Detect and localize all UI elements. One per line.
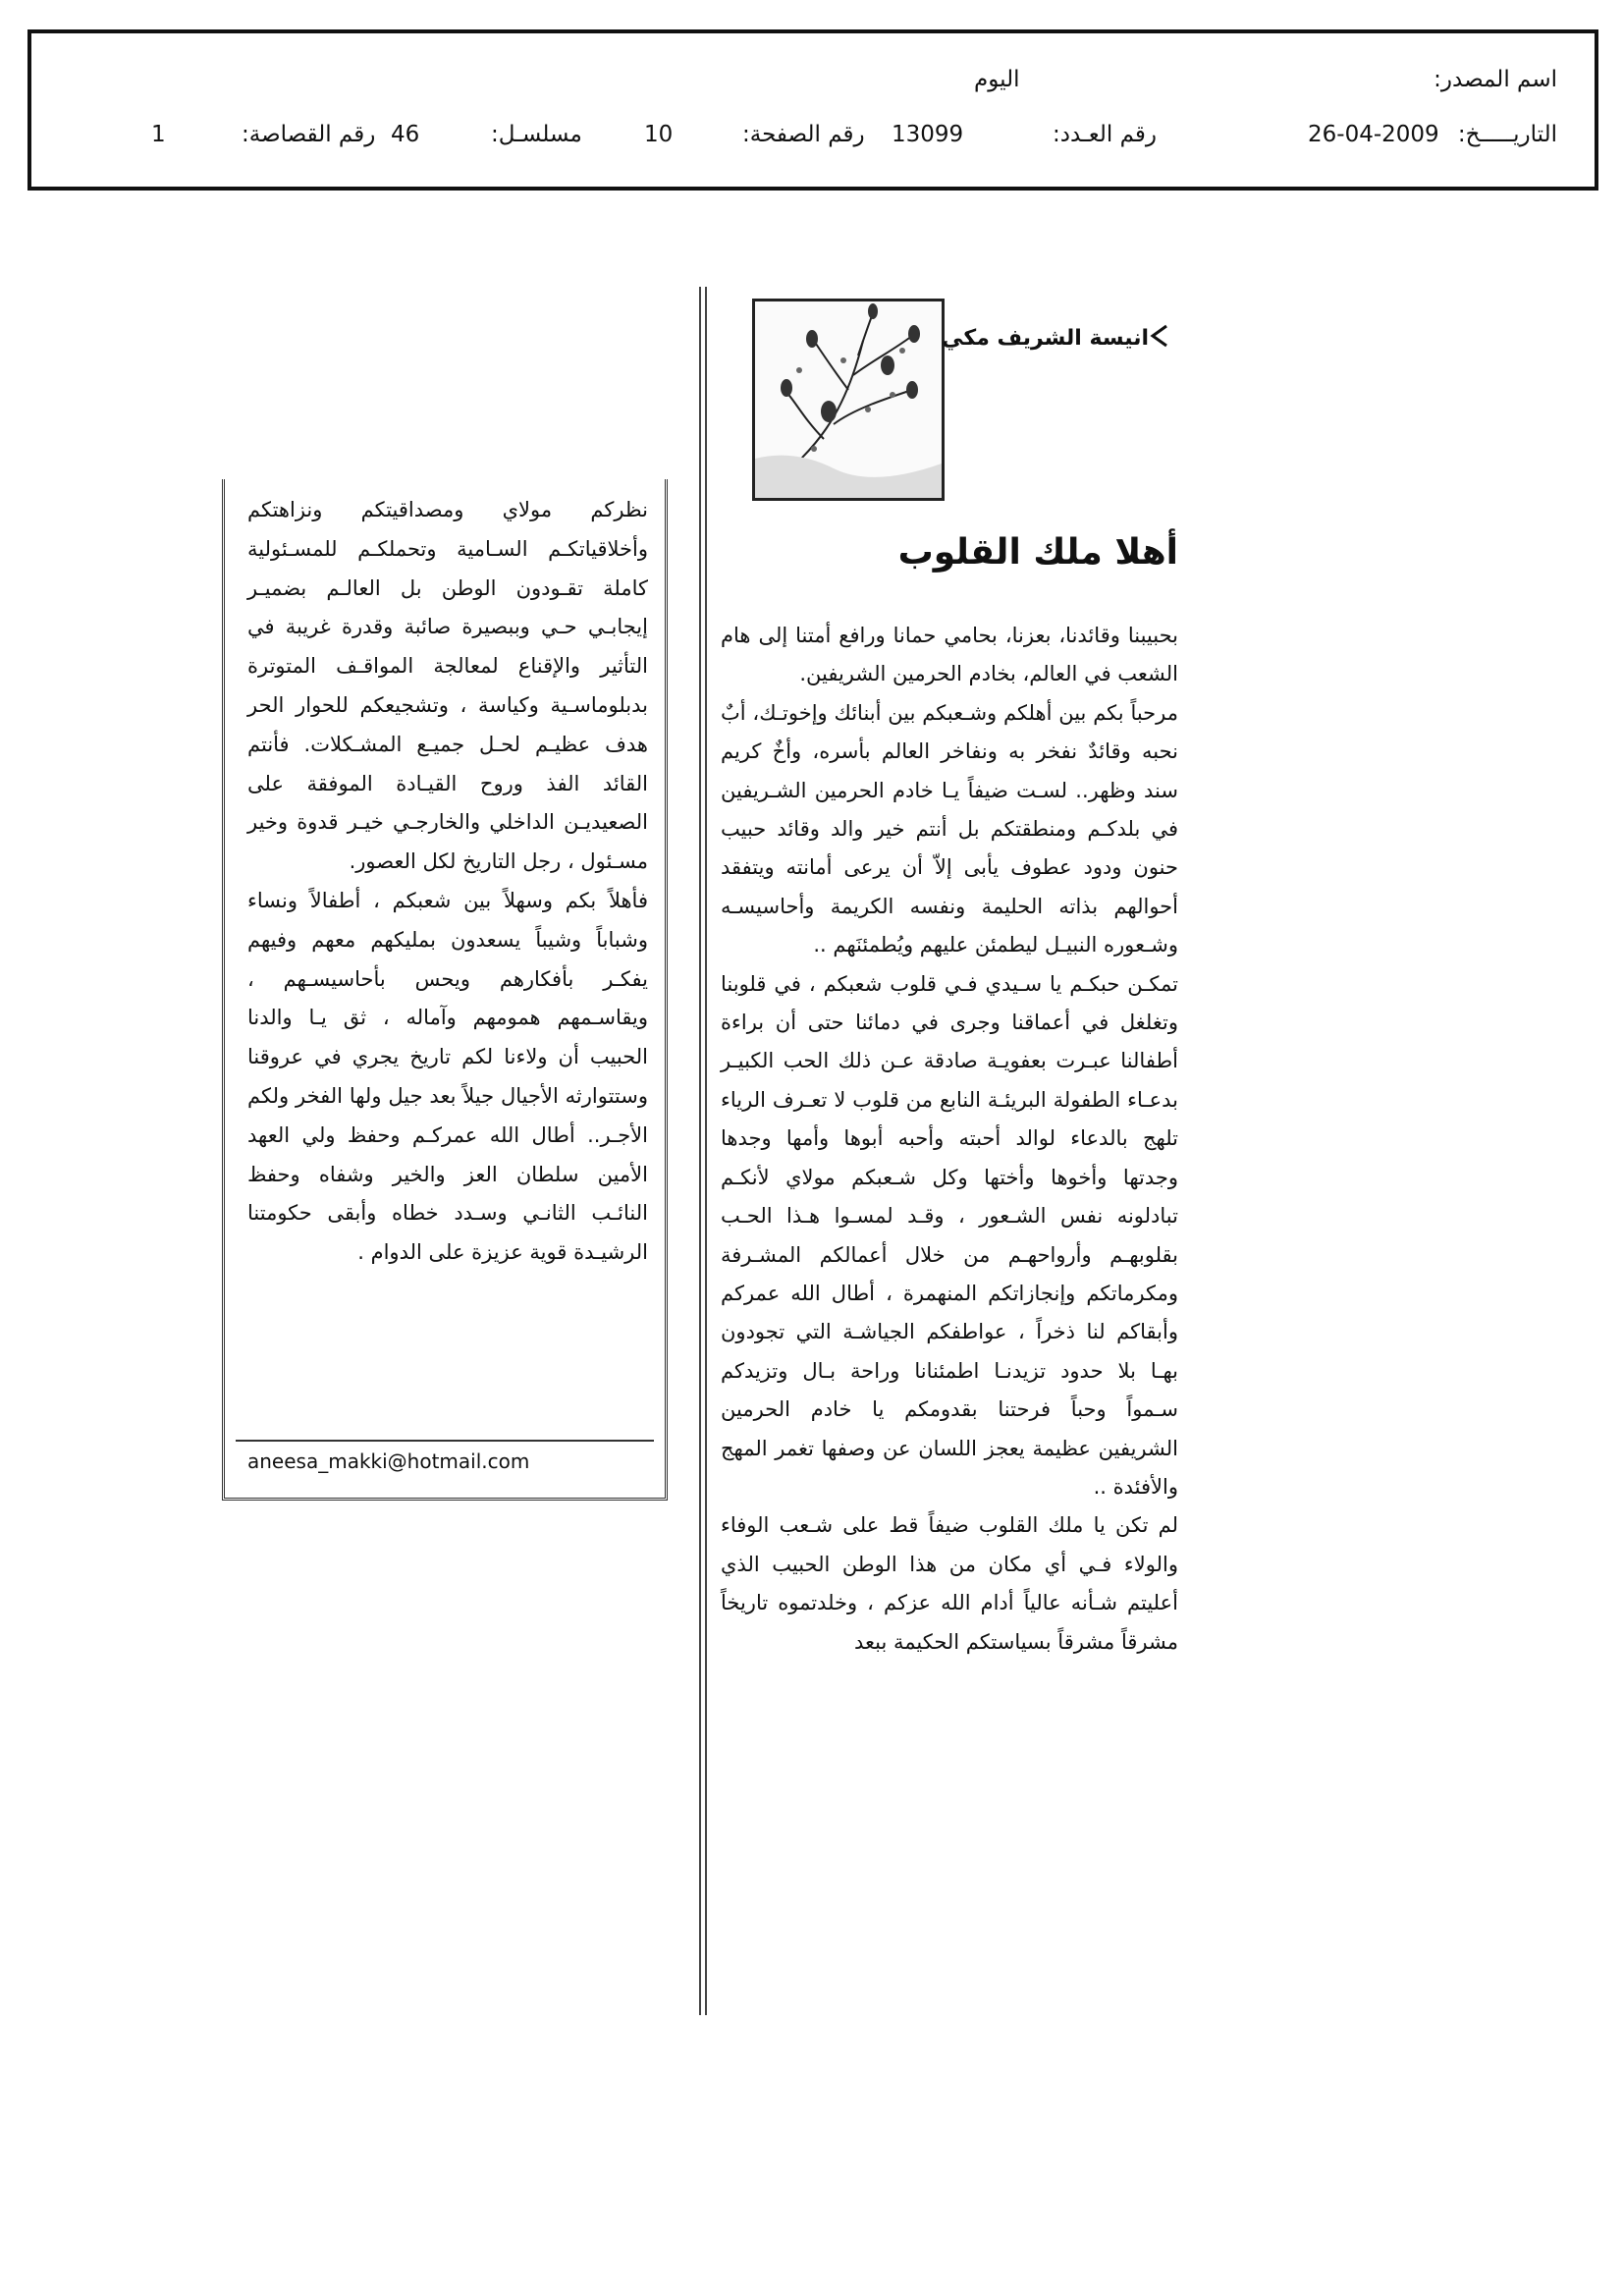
article-title: أهلا ملك القلوب [897, 532, 1178, 573]
byline-box [717, 295, 1168, 511]
article-body-continued [247, 491, 648, 1273]
article-paragraph: تمكـن حبكـم يا سـيدي فـي قلوب شعبكم ، في قلوبنا وتغلغل في أعماقنا وجرى في دمائنا حتى أن براءة أطفالنا عبـرت بعفويـة صادقة عـن ذلك الحب الكبيـر بدعـاء الطفولة البريئـة النابع من قلوب لا تعـرف الرياء تلهج بالدعاء لوالد أحبته وأحبه أبوها وأمها وجدها وجدتها وأخوها وأختها وكل شـعبكم مولاي لأنكـم تبادلونه نفس الشـعور ، وقـد لمسـوا هـذا الحـب بقلوبهـم وأرواحهـم من خلال أعمالكم المشـرفة ومكرماتكم وإنجازاتكم المنهمرة ، أطال الله عمركم وأبقاكم لنا ذخراً ، عواطفكم الجياشـة التي تجودون بهـا بلا حدود تزيدنـا اطمئنانا وراحة بـال وتزيدكم سـمواً وحباً فرحتنا بقدومكم يا خادم الحرمين الشريفين عظيمة يعجز اللسان عن وصفها تغمر المهج والأفئدة .. [721, 971, 1178, 1499]
column-divider [699, 287, 707, 2015]
clip-value: 1 [151, 122, 166, 147]
article-paragraph: لم تكن يا ملك القلوب ضيفاً قط على شـعب الوفاء والولاء فـي أي مكان من هذا الوطن الحبيب الذي أعليتم شـأنه عالياً أدام الله عزكم ، وخلدتموه تاريخاً مشرقاً مشرقاً بسياستكم الحكيمة ببعد [721, 1513, 1178, 1654]
issue-value: 13099 [892, 122, 964, 147]
article-paragraph: فأهلاً بكم وسهلاً بين شعبكم ، أطفالاً ونساء وشباباً وشيباً يسعدون بمليكهم معهم وفيهم يفكـر بأفكارهم ويحس بأحاسيسـهم ، ويقاسـمهم همومهم وآماله ، ثق يـا والدنا الحبيب أن ولاءنا لكم تاريخ يجري في عروقنا وستتوارثه الأجيال جيلاً بعد جيل ولها الفخر ولكم الأجـر.. أطال الله عمركـم وحفظ ولي العهد الأمين سلطان العز والخير وشفاه وحفظ النائـب الثانـي وسـدد خطاه وأبقى حكومتنا الرشيـدة قوية عزيزة على الدوام . [247, 888, 648, 1265]
serial-value: 46 [391, 122, 420, 147]
author-byline: انيسة الشريف مكي [942, 326, 1149, 351]
page-value: 10 [644, 122, 674, 147]
tree-illustration-icon [752, 299, 945, 501]
article-paragraph: بحبيبنا وقائدنا، بعزنا، بحامي حمانا ورافع أمتنا إلى هام الشعب في العالم، بخادم الحرمين الشريفين. [721, 624, 1178, 686]
source-label: اسم المصدر: [1434, 67, 1557, 92]
clip-label: رقم القصاصة: [242, 122, 376, 147]
source-value: اليوم [974, 67, 1020, 92]
article-continuation-box [222, 479, 668, 1501]
serial-label: مسلسـل: [491, 122, 582, 147]
article-body-main [721, 617, 1178, 1662]
article [677, 287, 1188, 2035]
byline-arrow-icon [1149, 324, 1168, 348]
issue-label: رقم العـدد: [1053, 122, 1158, 147]
author-email: aneesa_makki@hotmail.com [247, 1449, 530, 1473]
page-label: رقم الصفحة: [742, 122, 865, 147]
date-value: 26-04-2009 [1308, 122, 1439, 147]
article-paragraph: مرحباً بكم بين أهلكم وشـعبكم بين أبنائك وإخوتـك، أبٌ نحبه وقائدٌ نفخر به ونفاخر العالم بأسره، وأخٌ كريم سند وظهر.. لسـت ضيفاً يـا خادم الحرمين الشـريفين في بلدكـم ومنطقتكم بل أنتم خير والد وقائد حبيب حنون ودود عطوف يأبى إلاّ أن يرعى أمانته ويتفقد أحوالهم بذاته الحليمة ونفسه الكريمة وأحاسيسـه وشـعوره النبيـل ليطمئن عليهم ويُطمئنَهم .. [721, 700, 1178, 957]
article-paragraph: نظركم مولاي ومصداقيتكم ونزاهتكم وأخلاقياتكـم السـامية وتحملكـم للمسـئولية كاملة تقـودون الوطن بل العالـم بضميـر إيجابـي حـي وببصيرة صائبة وقدرة غريبة في التأثير والإقناع لمعالجة المواقـف المتوترة بدبلوماسـية وكياسة ، وتشجيعكم للحوار الحر هدف عظيـم لحـل جميـع المشـكلات. فأنتم القائد الفذ وروح القيـادة الموفقة على الصعيديـن الداخلي والخارجـي خيـر قدوة وخير مسـئول ، رجل التاريخ لكل العصور. [247, 498, 648, 874]
signature-divider [236, 1440, 654, 1442]
date-label: التاريـــــخ: [1457, 122, 1557, 147]
clipping-metadata-box [27, 29, 1598, 191]
